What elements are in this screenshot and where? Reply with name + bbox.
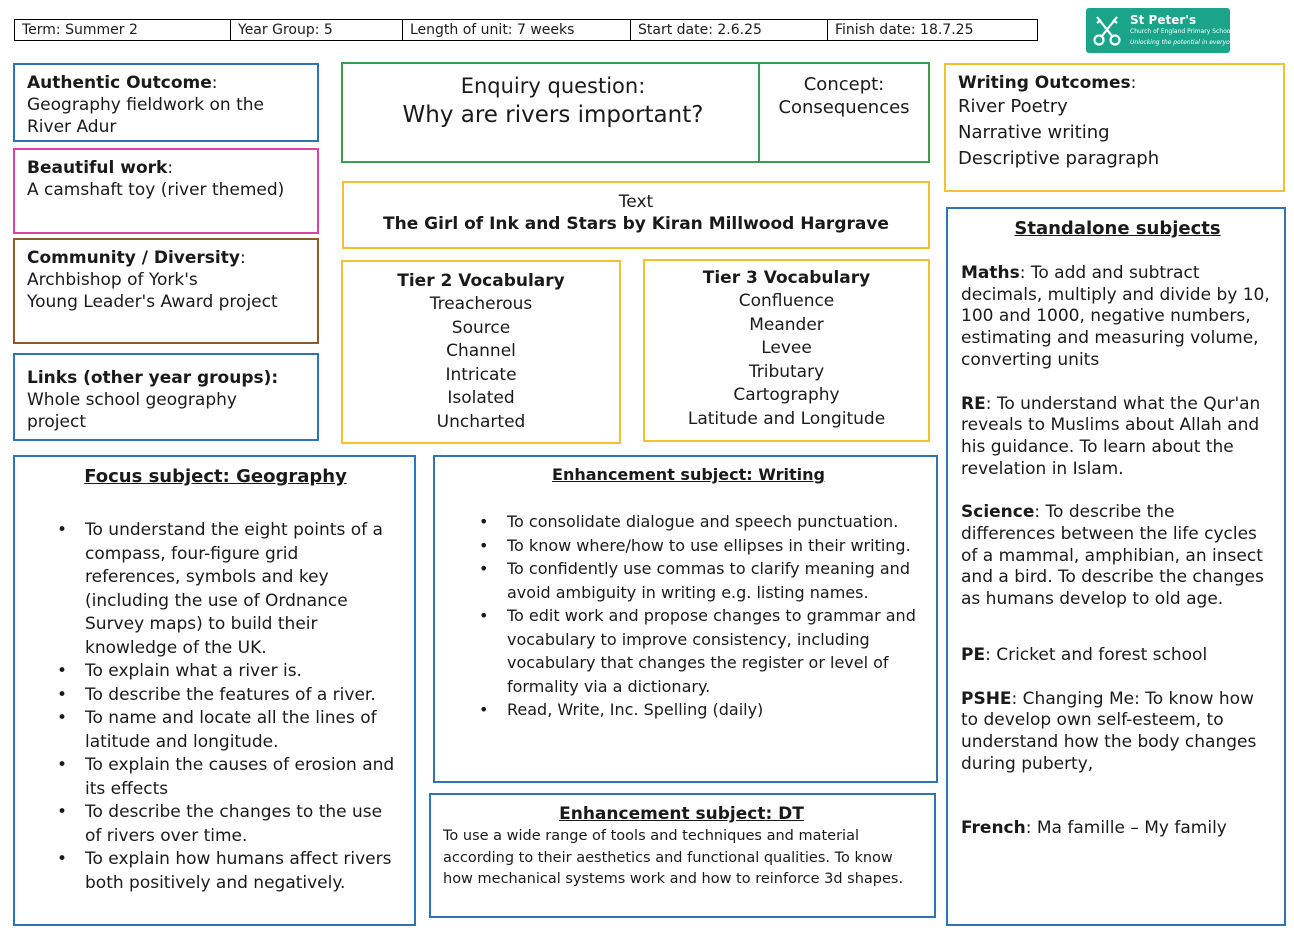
geography-box xyxy=(13,455,416,926)
tier3-word: Confluence xyxy=(738,291,835,311)
list-item: • To describe the changes to the use of rivers over time. xyxy=(85,801,398,848)
year-group-cell: Year Group: 5 xyxy=(231,20,403,40)
authentic-outcome-text: Geography fieldwork on the River Adur xyxy=(27,95,264,137)
re-entry xyxy=(961,394,1274,481)
writing-outcomes-label: Writing Outcomes xyxy=(958,73,1131,93)
finish-date-cell: Finish date: 18.7.25 xyxy=(835,22,974,38)
dt-box xyxy=(429,793,936,918)
enquiry-label: Enquiry question: xyxy=(460,74,646,98)
links-label: Links (other year groups): xyxy=(27,368,279,388)
pshe-text: : Changing Me: To know how to develop own self-esteem, to understand how the body changes during puberty, xyxy=(961,688,1257,774)
tier2-word: Uncharted xyxy=(436,411,526,432)
geography-title: Focus subject: Geography xyxy=(84,466,347,487)
community-line-2: Young Leader's Award project xyxy=(27,292,278,312)
tier2-word: Treacherous xyxy=(429,294,533,314)
list-item: • To edit work and propose changes to grammar and vocabulary to improve consistency, including vocabulary that changes the register or level of formality via a dictionary. xyxy=(507,604,922,698)
logo-school-name: St Peter's xyxy=(1130,13,1197,27)
writing-outcome-item: Narrative writing xyxy=(958,122,1110,143)
beautiful-work-text: A camshaft toy (river themed) xyxy=(27,180,285,200)
tier3-word: Meander xyxy=(749,314,824,335)
logo-subtitle: Church of England Primary School xyxy=(1130,28,1233,35)
list-item: • To know where/how to use ellipses in their writing. xyxy=(507,534,922,558)
french-text: : Ma famille – My family xyxy=(1025,818,1227,839)
science-label: Science xyxy=(961,502,1035,523)
text-box xyxy=(342,181,930,249)
community-line-1: Archbishop of York's xyxy=(27,270,198,290)
dt-title: Enhancement subject: DT xyxy=(559,804,804,824)
french-label: French xyxy=(961,818,1026,839)
concept-box xyxy=(758,62,930,163)
links-box xyxy=(13,353,319,441)
authentic-outcome-box: Authentic Outcome: Geography fieldwork on the River Adur xyxy=(13,63,319,142)
geography-list xyxy=(33,519,398,895)
tier3-word: Latitude and Longitude xyxy=(687,408,886,429)
pshe-label: PSHE xyxy=(961,688,1012,709)
length-cell: Length of unit: 7 weeks xyxy=(403,20,631,40)
science-text: : To describe the differences between the life cycles of a mammal, amphibian, an insect and a bird. To describe the changes as humans develop to old age. xyxy=(961,502,1264,610)
concept-label: Concept: xyxy=(803,74,885,95)
writing-outcomes-box: Writing Outcomes: River Poetry Narrative writing Descriptive paragraph xyxy=(944,63,1285,192)
unit-header-table xyxy=(14,19,1038,41)
beautiful-work-box: Beautiful work: A camshaft toy (river themed) xyxy=(13,148,319,234)
writing-outcome-item: Descriptive paragraph xyxy=(958,148,1160,169)
writing-box xyxy=(433,455,938,783)
tier2-word: Channel xyxy=(446,341,516,361)
concept-value: Consequences xyxy=(778,97,910,118)
list-item: • To consolidate dialogue and speech punctuation. xyxy=(507,510,922,534)
authentic-outcome-label: Authentic Outcome xyxy=(27,73,212,93)
tier3-word: Cartography xyxy=(733,385,840,405)
standalone-subjects-box xyxy=(946,207,1286,926)
text-label: Text xyxy=(618,192,654,212)
tier3-label: Tier 3 Vocabulary xyxy=(702,268,871,288)
dt-text: To use a wide range of tools and techniques and material according to their aesthetics and functional qualities. To know how mechanical systems work and how to reinforce 3d shapes. xyxy=(443,828,904,887)
writing-outcome-item: River Poetry xyxy=(958,96,1068,117)
beautiful-work-label: Beautiful work xyxy=(27,158,168,178)
tier2-label: Tier 2 Vocabulary xyxy=(397,271,565,291)
text-title: The Girl of Ink and Stars by Kiran Millwood Hargrave xyxy=(383,214,889,234)
community-label: Community / Diversity xyxy=(27,248,240,268)
french-entry xyxy=(961,818,1274,840)
enquiry-question: Why are rivers important? xyxy=(402,102,704,128)
maths-text: : To add and subtract decimals, multiply and divide by 10, 100 and 1000, negative numbers, estimating and measuring volume, converting units xyxy=(961,263,1270,370)
pe-label: PE xyxy=(961,644,986,665)
science-entry xyxy=(961,502,1274,611)
maths-label: Maths xyxy=(961,263,1020,283)
community-diversity-box: Community / Diversity: Archbishop of York's Young Leader's Award project xyxy=(13,238,319,344)
pe-text: : Cricket and forest school xyxy=(985,644,1208,665)
list-item: • To name and locate all the lines of latitude and longitude. xyxy=(85,707,398,754)
tier3-word: Levee xyxy=(761,338,812,358)
term-cell: Term: Summer 2 xyxy=(15,20,231,40)
list-item: • To understand the eight points of a compass, four-figure grid references, symbols and key (including the use of Ordnance Survey maps) to build their knowledge of the UK. xyxy=(85,519,398,660)
list-item: • To explain how humans affect rivers both positively and negatively. xyxy=(85,848,398,895)
list-item: • To describe the features of a river. xyxy=(85,684,398,708)
pe-entry xyxy=(961,645,1274,667)
tier3-vocabulary-box xyxy=(643,259,930,442)
links-text: Whole school geography project xyxy=(27,390,237,432)
school-logo xyxy=(1086,8,1238,53)
enquiry-question-box xyxy=(341,62,765,163)
start-date-cell: Start date: 2.6.25 xyxy=(631,20,828,40)
maths-entry xyxy=(961,263,1274,372)
standalone-title: Standalone subjects xyxy=(1014,218,1221,239)
tier2-word: Intricate xyxy=(445,364,517,385)
re-label: RE xyxy=(961,393,986,414)
list-item: • Read, Write, Inc. Spelling (daily) xyxy=(507,698,922,722)
pshe-entry xyxy=(961,689,1274,776)
tier2-word: Source xyxy=(451,317,511,338)
list-item: • To explain the causes of erosion and its effects xyxy=(85,754,398,801)
list-item: • To explain what a river is. xyxy=(85,660,398,684)
tier2-vocabulary-box xyxy=(341,260,621,444)
logo-tagline: Unlocking the potential in everyone xyxy=(1130,39,1238,46)
writing-list xyxy=(455,510,922,722)
tier3-word: Tributary xyxy=(748,361,825,382)
list-item: • To confidently use commas to clarify meaning and avoid ambiguity in writing e.g. listing names. xyxy=(507,557,922,604)
tier2-word: Isolated xyxy=(447,388,515,408)
writing-title: Enhancement subject: Writing xyxy=(552,465,825,484)
re-text: : To understand what the Qur'an reveals to Muslims about Allah and his guidance. To learn about the revelation in Islam. xyxy=(961,393,1261,479)
crossed-keys-icon xyxy=(1092,14,1122,48)
